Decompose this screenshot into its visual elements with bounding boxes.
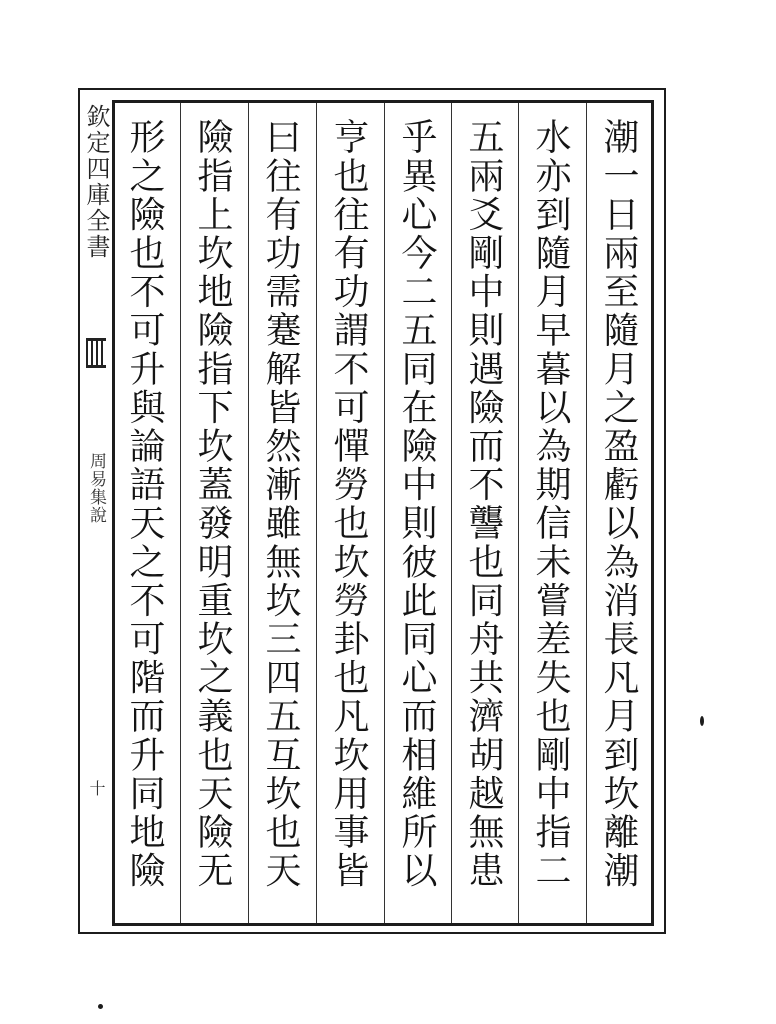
- column-rule: [384, 103, 385, 923]
- margin-page-number: 十: [87, 780, 106, 796]
- fish-tail-mark: [86, 338, 106, 368]
- text-column-8: 形之險也不可升與論語天之不可階而升同地險: [124, 118, 165, 890]
- text-column-2: 水亦到隨月早暮以為期信未嘗差失也剛中指二: [530, 118, 571, 890]
- margin-series-title: 欽定四庫全書: [82, 104, 110, 260]
- column-rule: [586, 103, 587, 923]
- column-rule: [518, 103, 519, 923]
- margin-book-title: 周易集說: [86, 452, 106, 524]
- column-rule: [180, 103, 181, 923]
- text-column-5: 亨也往有功謂不可憚勞也坎勞卦也凡坎用事皆: [328, 118, 369, 890]
- scan-speck: [700, 716, 704, 726]
- text-column-7: 險指上坎地險指下坎蓋發明重坎之義也天險无: [192, 118, 233, 890]
- text-column-4: 乎異心今二五同在險中則彼此同心而相維所以: [396, 118, 437, 890]
- text-column-1: 潮一日兩至隨月之盈虧以為消長凡月到坎離潮: [598, 118, 639, 890]
- text-column-3: 五兩爻剛中則遇險而不讋也同舟共濟胡越無患: [463, 118, 504, 890]
- text-column-6: 曰往有功需蹇解皆然漸雖無坎三四五互坎也天: [260, 118, 301, 890]
- scan-speck: [98, 1004, 103, 1009]
- column-rule: [248, 103, 249, 923]
- column-rule: [316, 103, 317, 923]
- column-rule: [451, 103, 452, 923]
